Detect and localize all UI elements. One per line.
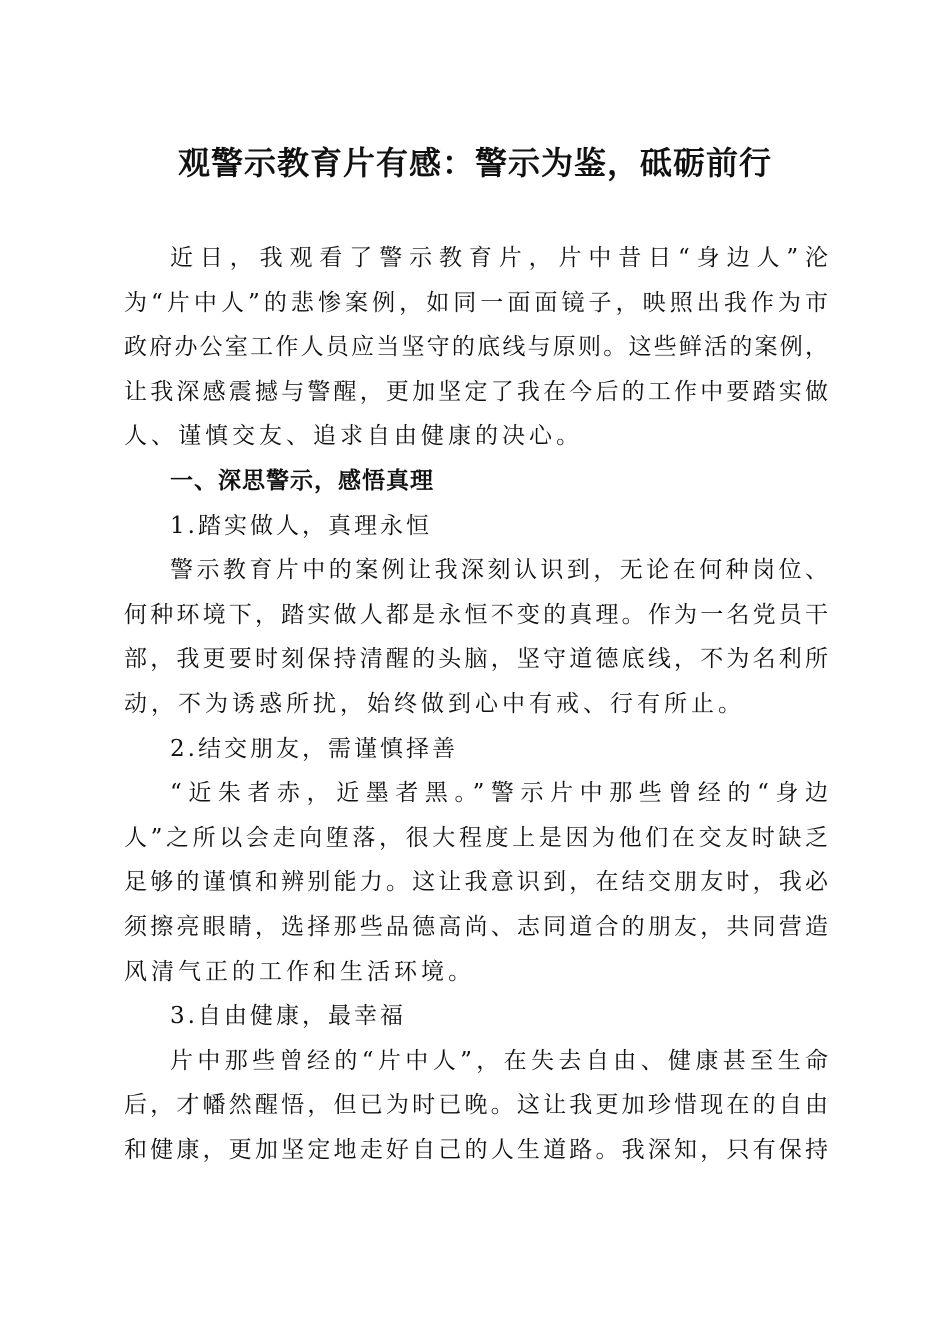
section-heading: 一、深思警示，感悟真理: [170, 466, 434, 494]
subsection-heading: 1.踏实做人，真理永恒: [170, 512, 432, 539]
paragraph-line: 人”之所以会走向堕落，很大程度上是因为他们在交友时缺乏: [124, 824, 828, 851]
paragraph-line: 警示教育片中的案例让我深刻认识到，无论在何种岗位、: [170, 557, 828, 584]
paragraph-line: 人、谨慎交友、追求自由健康的决心。: [124, 423, 583, 450]
paragraph-line: 片中那些曾经的“片中人”，在失去自由、健康甚至生命: [170, 1047, 828, 1074]
paragraph-line: “近朱者赤，近墨者黑。”警示片中那些曾经的“身边: [170, 780, 828, 807]
subsection-heading: 2.结交朋友，需谨慎择善: [170, 735, 458, 762]
paragraph-line: 近日，我观看了警示教育片，片中昔日“身边人”沦: [170, 245, 828, 271]
paragraph-line: 动，不为诱惑所扰，始终做到心中有戒、行有所止。: [124, 690, 745, 717]
document-title: 观警示教育片有感：警示为鉴，砥砺前行: [177, 144, 772, 182]
paragraph-line: 何种环境下，踏实做人都是永恒不变的真理。作为一名党员干: [124, 601, 828, 628]
paragraph-line: 风清气正的工作和生活环境。: [124, 958, 475, 985]
paragraph-line: 后，才幡然醒悟，但已为时已晚。这让我更加珍惜现在的自由: [124, 1092, 828, 1119]
paragraph-line: 让我深感震撼与警醒，更加坚定了我在今后的工作中要踏实做: [124, 378, 828, 405]
paragraph-line: 和健康，更加坚定地走好自己的人生道路。我深知，只有保持: [124, 1136, 828, 1163]
document-body: [124, 236, 828, 1172]
subsection-heading: 3.自由健康，最幸福: [170, 1003, 406, 1030]
paragraph-line: 须擦亮眼睛，选择那些品德高尚、志同道合的朋友，共同营造: [124, 913, 828, 940]
paragraph-line: 部，我更要时刻保持清醒的头脑，坚守道德底线，不为名利所: [124, 646, 828, 673]
paragraph-line: 政府办公室工作人员应当坚守的底线与原则。这些鲜活的案例，: [124, 334, 828, 361]
paragraph-line: 为“片中人”的悲惨案例，如同一面面镜子，映照出我作为市: [124, 289, 828, 316]
paragraph-line: 足够的谨慎和辨别能力。这让我意识到，在结交朋友时，我必: [124, 869, 828, 896]
